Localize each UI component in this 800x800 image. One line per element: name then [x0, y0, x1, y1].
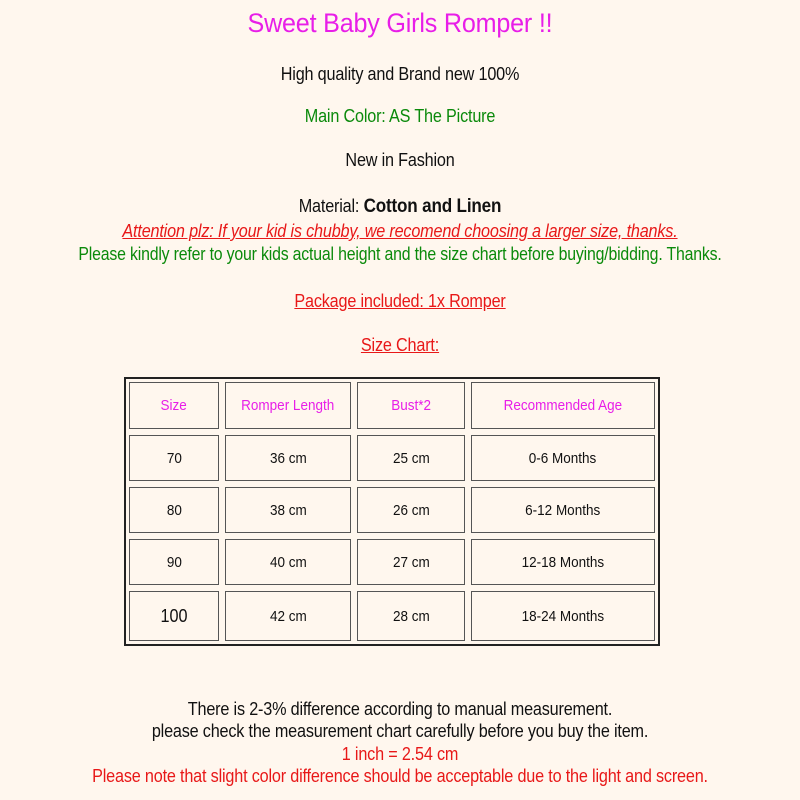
header-label: Bust*2 — [391, 397, 431, 414]
table-cell-recommended-age — [471, 591, 655, 641]
size-chart-table — [124, 377, 660, 646]
table-cell-romper-length — [225, 539, 351, 585]
table-cell-bust — [357, 591, 465, 641]
table-cell-romper-length — [225, 487, 351, 533]
table-cell-romper-length — [225, 435, 351, 481]
table-cell-size — [129, 591, 219, 641]
material-text — [40, 196, 760, 218]
cell-value: 18-24 Months — [521, 607, 605, 625]
table-cell-recommended-age — [471, 435, 655, 481]
header-label: Size — [160, 397, 188, 414]
table-header-size — [129, 382, 219, 429]
table-cell-bust — [357, 487, 465, 533]
table-cell-bust — [357, 435, 465, 481]
footer-check-note: please check the measurement chart carefully before you buy the item. — [151, 721, 649, 741]
material-value: Cotton and Linen — [363, 196, 502, 217]
cell-value: 100 — [160, 605, 188, 626]
cell-value: 6-12 Months — [525, 501, 601, 519]
refer-note: Please kindly refer to your kids actual height and the size chart before buying/bidding. Thanks. — [78, 244, 722, 264]
cell-value: 0-6 Months — [529, 449, 597, 467]
table-cell-size — [129, 487, 219, 533]
fashion-text: New in Fashion — [345, 150, 455, 170]
cell-value: 38 cm — [269, 501, 307, 519]
table-header-romper-length — [225, 382, 351, 429]
table-cell-recommended-age — [471, 539, 655, 585]
cell-value: 26 cm — [392, 501, 430, 519]
table-cell-recommended-age — [471, 487, 655, 533]
footer-color-note: Please note that slight color difference should be acceptable due to the light and screen. — [92, 766, 708, 786]
material-label: Material: — [298, 196, 364, 216]
table-header-recommended-age — [471, 382, 655, 429]
page-title: Sweet Baby Girls Romper !! — [247, 8, 553, 38]
cell-value: 42 cm — [269, 607, 307, 625]
cell-value: 28 cm — [392, 607, 430, 625]
header-label: Romper Length — [241, 397, 335, 414]
table-cell-size — [129, 435, 219, 481]
attention-note: Attention plz: If your kid is chubby, we recomend choosing a larger size, thanks. — [122, 221, 678, 241]
footer-inch-conversion: 1 inch = 2.54 cm — [341, 744, 459, 764]
cell-value: 36 cm — [269, 449, 307, 467]
main-color-text: Main Color: AS The Picture — [304, 106, 496, 126]
package-included: Package included: 1x Romper — [294, 291, 506, 311]
cell-value: 12-18 Months — [521, 553, 605, 571]
cell-value: 90 — [166, 553, 182, 571]
cell-value: 27 cm — [392, 553, 430, 571]
table-header-bust — [357, 382, 465, 429]
table-cell-size — [129, 539, 219, 585]
cell-value: 70 — [166, 449, 182, 467]
table-cell-bust — [357, 539, 465, 585]
quality-text: High quality and Brand new 100% — [280, 64, 520, 84]
header-label: Recommended Age — [503, 397, 623, 414]
size-chart-heading: Size Chart: — [360, 335, 440, 355]
table-cell-romper-length — [225, 591, 351, 641]
cell-value: 40 cm — [269, 553, 307, 571]
footer-difference-note: There is 2-3% difference according to manual measurement. — [187, 699, 613, 719]
cell-value: 80 — [166, 501, 182, 519]
cell-value: 25 cm — [392, 449, 430, 467]
